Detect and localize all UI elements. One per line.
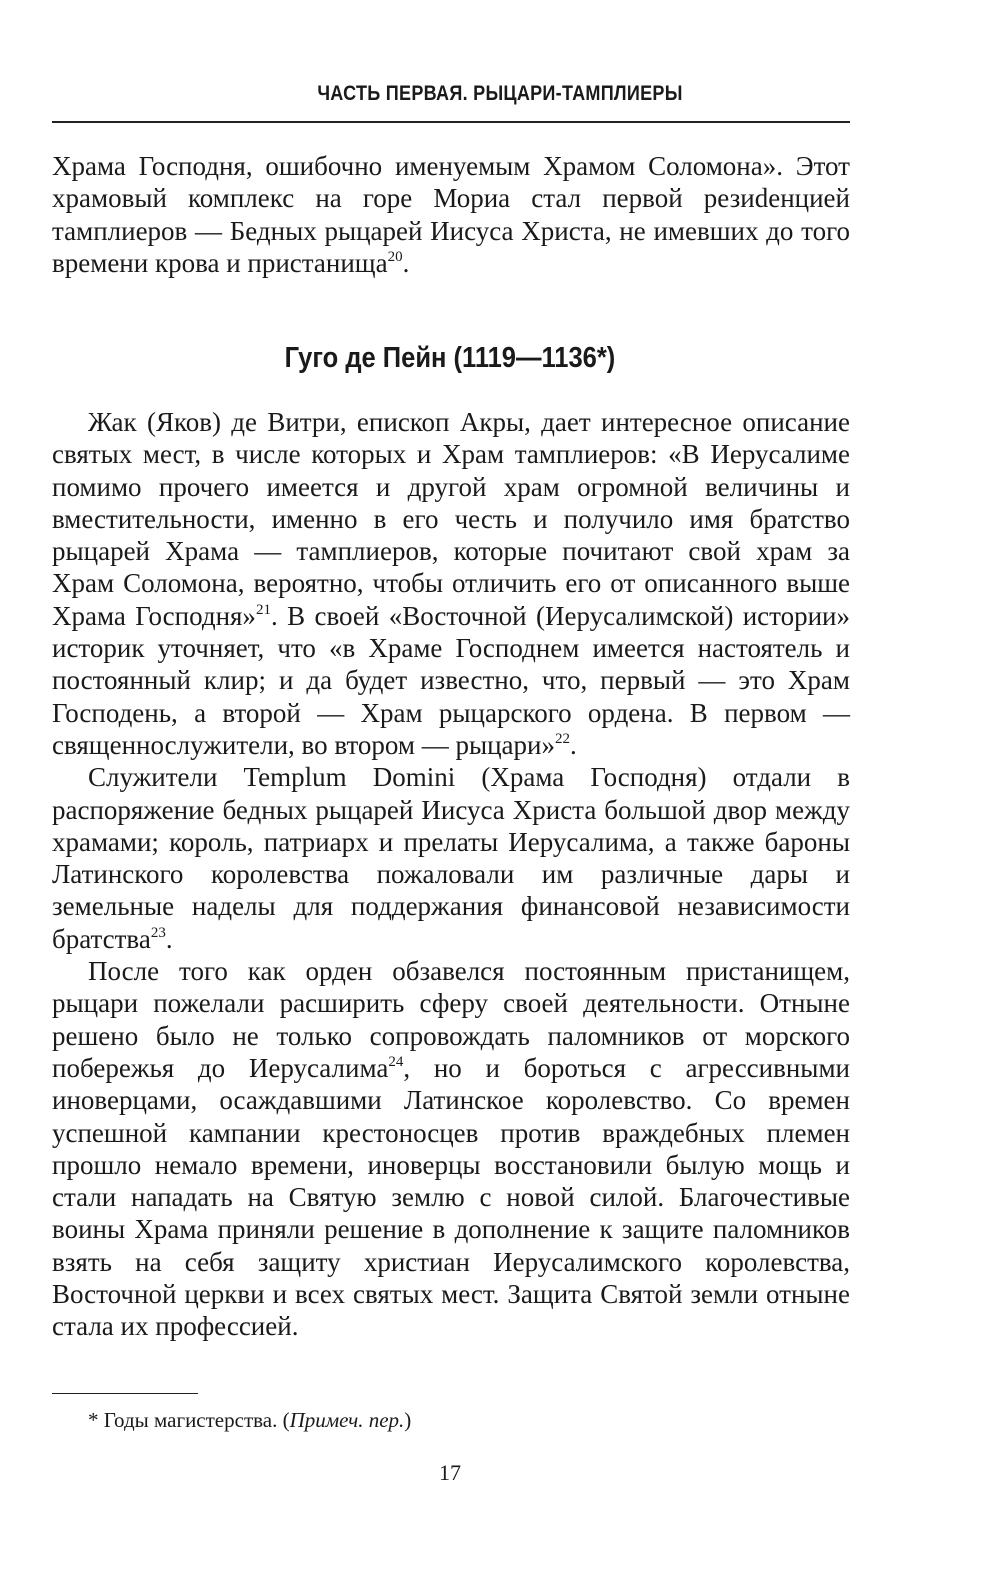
paragraph-text: . xyxy=(165,923,173,954)
main-text-block xyxy=(52,406,850,1343)
footnote-ref-20: 20 xyxy=(387,248,403,265)
paragraph-2 xyxy=(52,761,850,955)
page-number: 17 xyxy=(439,1460,461,1485)
paragraph-text: Служители Templum Domini (Храма Господня) отдали в распоряжение бедных рыцарей Иисуса Христа большой двор между храмами; король, патриарх и прелаты Иерусалима, а также бароны Латинского королевства пожаловали им различные дары и земельные наделы для поддержания финансовой независимости братства xyxy=(52,762,850,954)
footnote-ref-24: 24 xyxy=(388,1053,404,1070)
paragraph-1 xyxy=(52,406,850,761)
header-divider xyxy=(52,121,850,123)
paragraph-text: После того как орден обзавелся постоянным пристанищем, рыцари пожелали расширить сферу своей деятельности. Отныне решено было не только сопровождать паломников от морского побережья до Иерусалима xyxy=(52,956,850,1083)
paragraph-text: . В своей «Восточной (Иерусалимской) истории» историк уточняет, что «в Храме Господнем имеется настоятель и постоянный клир; и да будет известно, что, первый — это Храм Господень, а второй — Храм рыцарского ордена. В первом — священнослужители, во втором — рыцари» xyxy=(52,600,850,760)
footnote-note: Примеч. пер. xyxy=(289,1408,405,1432)
footnote-ref-21: 21 xyxy=(255,601,271,618)
running-head: ЧАСТЬ ПЕРВАЯ. РЫЦАРИ-ТАМПЛИЕРЫ xyxy=(317,82,683,105)
footnote-text: * Годы магистерства. ( xyxy=(88,1408,290,1432)
paragraph-text: , но и бороться с агрессивными иноверцами, осаждавшими Латинское королевство. Со времен успешной кампании крестоносцев против враждебных племен прошло немало времени, иноверцы восстановили былую мощь и стали нападать на Святую землю с новой силой. Благочестивые воины Храма приняли решение в дополнение к защите паломников взять на себя защиту христиан Иерусалимского королевства, Восточной церкви и всех святых мест. Защита Святой земли отныне стала их профессией. xyxy=(52,1052,850,1342)
footnote-ref-22: 22 xyxy=(554,730,570,747)
intro-text: Храма Господня, ошибочно именуемым Храмом Соломона». Этот храмовый комплекс на горе Мориа стал первой резиdенцией тамплиеров — Бедных рыцарей Иисуса Христа, не имевших до того времени крова и пристанища xyxy=(52,151,850,278)
footnote-close: ) xyxy=(404,1408,412,1432)
footnote-ref-23: 23 xyxy=(150,924,166,941)
footnote xyxy=(88,1408,411,1433)
intro-tail: . xyxy=(402,247,410,278)
paragraph-3 xyxy=(52,955,850,1343)
footnote-divider xyxy=(52,1393,198,1394)
paragraph-text: . xyxy=(569,729,577,760)
intro-paragraph xyxy=(52,150,850,279)
intro-text-block xyxy=(52,150,850,279)
section-heading: Гуго де Пейн (1119—1136*) xyxy=(284,342,616,374)
paragraph-text: Жак (Яков) де Витри, епископ Акры, дает интересное описание святых мест, в числе которых и Храм тамплиеров: «В Иерусалиме помимо прочего имеется и другой храм огромной величины и вместительности, именно в его честь и получило имя братство рыцарей Храма — тамплиеров, которые почитают свой храм за Храм Соломона, вероятно, чтобы отличить его от описанного выше Храма Господня» xyxy=(52,407,850,631)
